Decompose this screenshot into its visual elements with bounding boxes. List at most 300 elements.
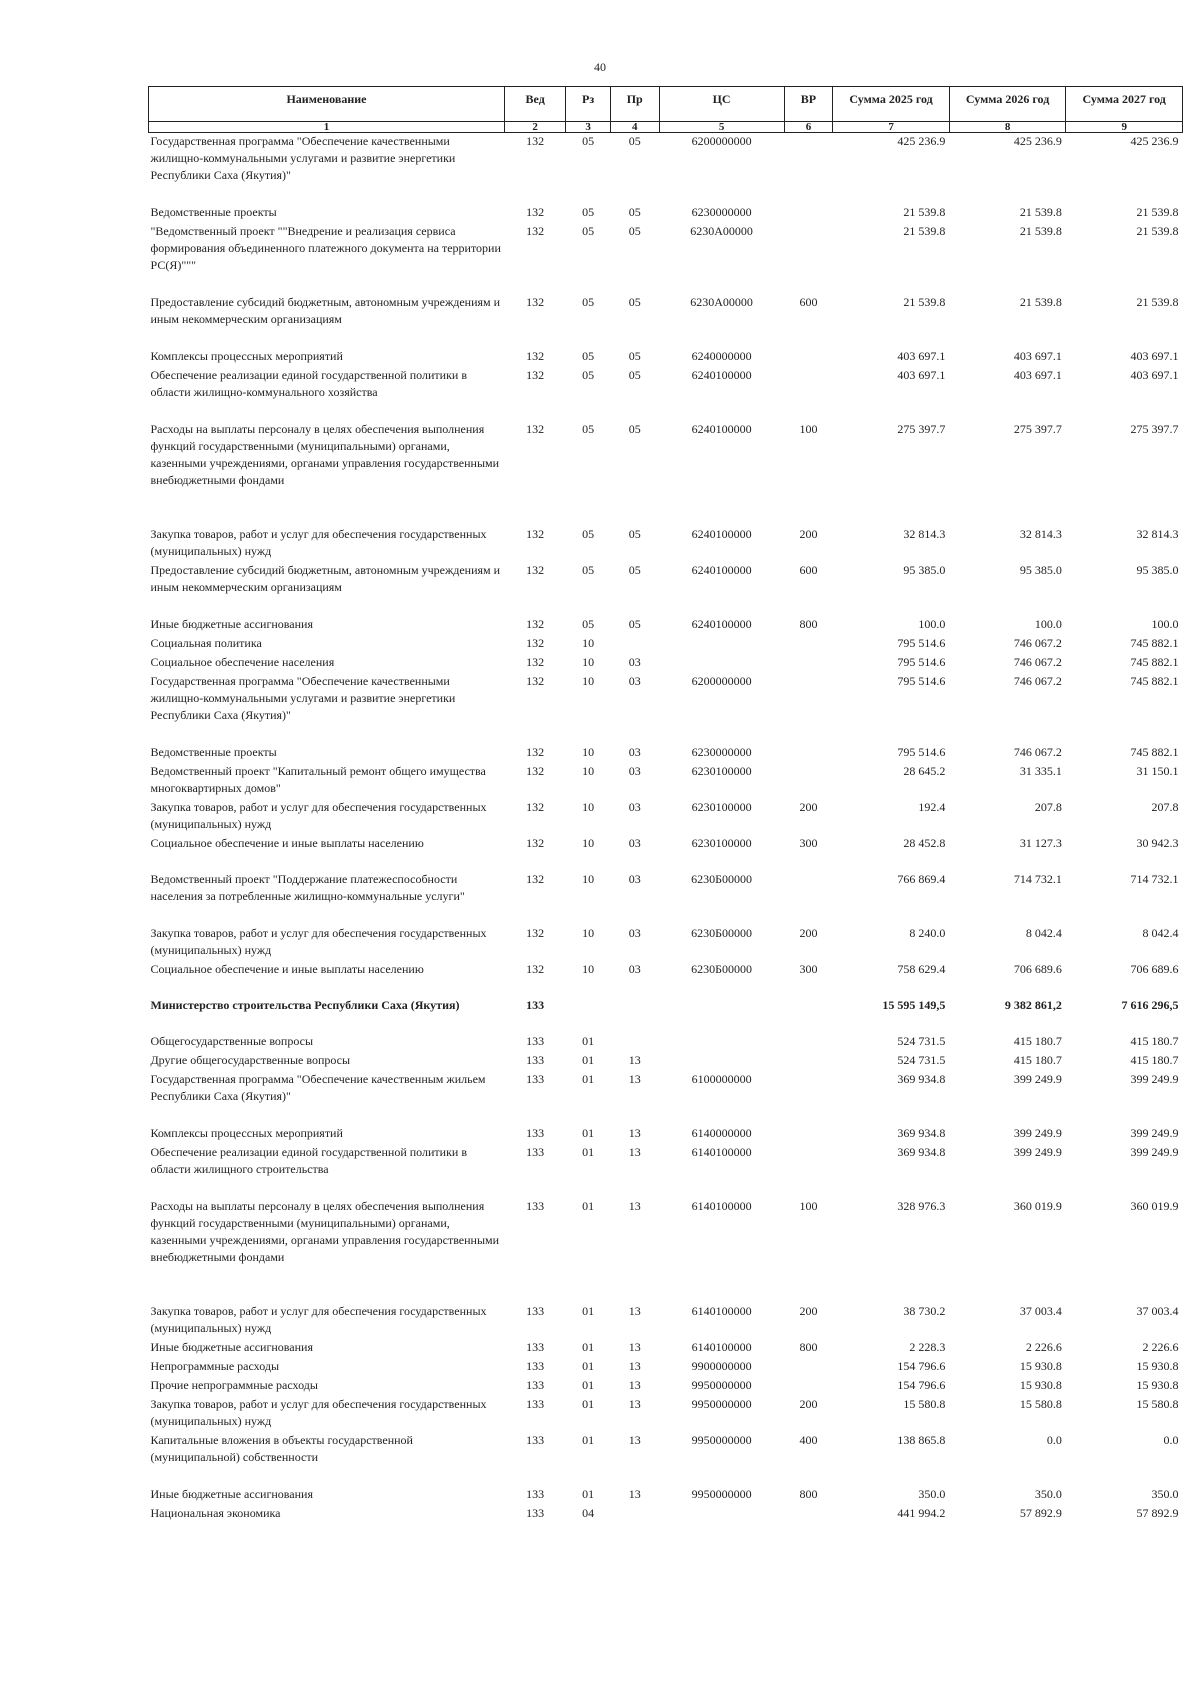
row-cs: 6100000000 [691, 1071, 752, 1086]
row-cs: 6230100000 [691, 835, 752, 850]
table-row [149, 654, 1183, 673]
row-ved: 133 [526, 1198, 545, 1213]
row-sum-2027: 15 930.8 [1136, 1377, 1179, 1392]
row-ved: 132 [526, 562, 545, 577]
row-ved: 133 [526, 1505, 545, 1520]
row-pr: 05 [628, 134, 641, 148]
row-vr [784, 654, 833, 673]
row-vr [784, 997, 833, 1033]
row-name: Закупка товаров, работ и услуг для обеспечения государственных (муниципальных) нужд [150, 925, 487, 957]
row-sum-2026: 32 814.3 [1019, 526, 1062, 541]
column-number: 6 [784, 122, 833, 133]
table-row [149, 616, 1183, 635]
row-pr [610, 635, 659, 654]
header-sum-2025: Сумма 2025 год [833, 87, 950, 122]
row-name: Расходы на выплаты персоналу в целях обеспечения выполнения функций государственными (муниципальными) органами, казенными учреждениями, органами управления государственными внебюджетными фондами [150, 421, 500, 487]
row-rz: 05 [582, 223, 595, 238]
row-sum-2027: 21 539.8 [1136, 294, 1179, 309]
row-cs: 9900000000 [691, 1358, 752, 1373]
row-rz: 10 [582, 654, 595, 669]
row-pr: 03 [628, 654, 641, 669]
row-sum-2026: 8 042.4 [1025, 925, 1062, 940]
row-cs: 9950000000 [691, 1377, 752, 1392]
row-vr: 800 [799, 1486, 818, 1501]
row-pr: 05 [628, 204, 641, 219]
row-pr: 05 [628, 367, 641, 382]
row-sum-2027: 37 003.4 [1136, 1303, 1179, 1318]
row-sum-2026: 415 180.7 [1013, 1033, 1062, 1048]
row-pr: 13 [628, 1486, 641, 1501]
row-rz: 01 [582, 1486, 595, 1501]
row-sum-2025: 100.0 [918, 616, 946, 631]
row-ved: 133 [526, 1071, 545, 1086]
table-row [149, 763, 1183, 799]
table-row [149, 367, 1183, 421]
row-cs [659, 1052, 784, 1071]
row-sum-2026: 403 697.1 [1013, 348, 1062, 363]
row-vr: 800 [799, 1339, 818, 1354]
row-cs: 9950000000 [691, 1486, 752, 1501]
row-name: Социальное обеспечение населения [150, 654, 335, 669]
row-name: "Ведомственный проект ""Внедрение и реализация сервиса формирования объединенного платежного документа на территории РС(Я)""" [150, 223, 501, 272]
row-rz: 01 [582, 1377, 595, 1392]
row-sum-2026: 746 067.2 [1013, 744, 1062, 759]
table-row [149, 1432, 1183, 1486]
row-sum-2025: 154 796.6 [897, 1377, 946, 1392]
row-sum-2026: 100.0 [1034, 616, 1062, 631]
row-sum-2027: 8 042.4 [1142, 925, 1179, 940]
row-sum-2025: 328 976.3 [897, 1198, 946, 1213]
column-number: 1 [149, 122, 505, 133]
row-rz: 10 [582, 635, 595, 650]
row-vr: 300 [799, 835, 818, 850]
row-sum-2025: 524 731.5 [897, 1052, 946, 1067]
row-vr: 200 [799, 1303, 818, 1318]
row-ved: 133 [526, 1358, 545, 1373]
row-sum-2027: 403 697.1 [1130, 348, 1179, 363]
row-sum-2026: 399 249.9 [1013, 1071, 1062, 1086]
row-pr: 13 [628, 1303, 641, 1318]
row-rz: 05 [582, 204, 595, 219]
row-ved: 132 [526, 526, 545, 541]
row-cs [659, 1505, 784, 1524]
row-sum-2027: 2 226.6 [1142, 1339, 1179, 1354]
table-row [149, 1358, 1183, 1377]
row-vr [784, 367, 833, 421]
row-pr [610, 1033, 659, 1052]
row-sum-2026: 15 930.8 [1019, 1377, 1062, 1392]
row-rz: 05 [582, 616, 595, 631]
row-sum-2027: 95 385.0 [1136, 562, 1179, 577]
row-sum-2026: 399 249.9 [1013, 1125, 1062, 1140]
table-row [149, 562, 1183, 616]
row-cs: 6240000000 [691, 348, 752, 363]
row-ved: 133 [526, 1377, 545, 1392]
row-ved: 132 [526, 204, 545, 219]
row-pr: 05 [628, 526, 641, 541]
budget-table [148, 86, 1183, 1524]
row-sum-2026: 207.8 [1034, 799, 1062, 814]
row-sum-2025: 154 796.6 [897, 1358, 946, 1373]
row-name: Ведомственный проект "Поддержание платежеспособности населения за потребленные жилищно-коммунальные услуги" [150, 871, 465, 903]
table-row [149, 1033, 1183, 1052]
row-rz: 01 [582, 1125, 595, 1140]
row-sum-2027: 21 539.8 [1136, 204, 1179, 219]
header-pr: Пр [610, 87, 659, 122]
row-sum-2025: 425 236.9 [897, 134, 946, 148]
row-sum-2027: 32 814.3 [1136, 526, 1179, 541]
row-sum-2026: 746 067.2 [1013, 673, 1062, 688]
row-pr: 05 [628, 562, 641, 577]
row-name: Общегосударственные вопросы [150, 1033, 314, 1048]
table-row [149, 421, 1183, 526]
row-cs: 6230А00000 [690, 223, 753, 238]
row-rz: 01 [582, 1052, 595, 1067]
row-name: Капитальные вложения в объекты государственной (муниципальной) собственности [150, 1432, 413, 1464]
row-sum-2025: 138 865.8 [897, 1432, 946, 1447]
row-cs: 6230Б00000 [691, 871, 753, 886]
row-pr: 05 [628, 294, 641, 309]
row-cs: 6140100000 [691, 1198, 752, 1213]
row-sum-2027: 207.8 [1151, 799, 1179, 814]
row-vr [784, 1125, 833, 1144]
row-cs: 6240100000 [691, 562, 752, 577]
row-sum-2026: 15 930.8 [1019, 1358, 1062, 1373]
header-cs: ЦС [659, 87, 784, 122]
table-body [149, 133, 1183, 1524]
row-pr: 13 [628, 1432, 641, 1447]
row-vr: 200 [799, 1396, 818, 1411]
row-ved: 133 [526, 1303, 545, 1318]
row-sum-2027: 57 892.9 [1136, 1505, 1179, 1520]
row-sum-2025: 192.4 [918, 799, 946, 814]
row-sum-2027: 399 249.9 [1130, 1125, 1179, 1140]
row-rz: 10 [582, 744, 595, 759]
row-pr: 13 [628, 1071, 641, 1086]
row-vr [784, 223, 833, 294]
row-sum-2026: 31 335.1 [1019, 763, 1062, 778]
page-number: 40 [594, 60, 606, 74]
row-ved: 133 [526, 1432, 545, 1447]
row-cs: 6230000000 [691, 204, 752, 219]
row-cs [659, 997, 784, 1033]
column-number: 5 [659, 122, 784, 133]
row-sum-2026: 425 236.9 [1013, 134, 1062, 148]
row-rz: 05 [582, 294, 595, 309]
row-cs: 6140100000 [691, 1303, 752, 1318]
row-sum-2025: 369 934.8 [897, 1071, 946, 1086]
row-sum-2027: 7 616 296,5 [1121, 997, 1179, 1012]
row-sum-2027: 745 882.1 [1130, 654, 1179, 669]
row-ved: 133 [526, 997, 545, 1012]
row-cs: 6200000000 [691, 134, 752, 148]
row-rz: 01 [582, 1144, 595, 1159]
row-name: Комплексы процессных мероприятий [150, 348, 343, 363]
row-name: Предоставление субсидий бюджетным, автономным учреждениям и иным некоммерческим организациям [150, 294, 501, 326]
row-name: Ведомственные проекты [150, 204, 277, 219]
row-cs: 9950000000 [691, 1396, 752, 1411]
row-name: Иные бюджетные ассигнования [150, 1339, 313, 1354]
row-vr: 100 [799, 1198, 818, 1213]
row-vr [784, 1358, 833, 1377]
row-cs: 6230000000 [691, 744, 752, 759]
table-row [149, 1396, 1183, 1432]
table-row [149, 223, 1183, 294]
row-ved: 133 [526, 1486, 545, 1501]
row-sum-2025: 95 385.0 [903, 562, 946, 577]
row-sum-2025: 795 514.6 [897, 635, 946, 650]
row-rz: 10 [582, 763, 595, 778]
row-sum-2026: 399 249.9 [1013, 1144, 1062, 1159]
row-sum-2027: 425 236.9 [1130, 134, 1179, 148]
row-sum-2027: 100.0 [1151, 616, 1179, 631]
row-pr: 13 [628, 1358, 641, 1373]
column-number: 7 [833, 122, 950, 133]
row-name: Ведомственные проекты [150, 744, 277, 759]
header-rz: Рз [566, 87, 610, 122]
table-row [149, 744, 1183, 763]
row-ved: 133 [526, 1144, 545, 1159]
row-pr: 13 [628, 1144, 641, 1159]
row-sum-2026: 746 067.2 [1013, 654, 1062, 669]
row-pr: 03 [628, 835, 641, 850]
row-rz: 05 [582, 134, 595, 148]
table-row [149, 1071, 1183, 1125]
row-rz: 01 [582, 1432, 595, 1447]
row-sum-2027: 415 180.7 [1130, 1052, 1179, 1067]
row-sum-2027: 360 019.9 [1130, 1198, 1179, 1213]
row-sum-2027: 745 882.1 [1130, 635, 1179, 650]
table-row [149, 1339, 1183, 1358]
row-vr [784, 1377, 833, 1396]
table-row [149, 1198, 1183, 1303]
row-pr: 05 [628, 348, 641, 363]
row-sum-2026: 350.0 [1034, 1486, 1062, 1501]
row-sum-2025: 369 934.8 [897, 1144, 946, 1159]
table-row [149, 1303, 1183, 1339]
row-ved: 132 [526, 799, 545, 814]
column-number: 9 [1066, 122, 1183, 133]
row-name: Государственная программа "Обеспечение качественными жилищно-коммунальными услугами и развитие энергетики Республики Саха (Якутия)" [150, 673, 456, 722]
row-sum-2025: 524 731.5 [897, 1033, 946, 1048]
row-name: Иные бюджетные ассигнования [150, 1486, 313, 1501]
row-sum-2025: 2 228.3 [909, 1339, 946, 1354]
row-sum-2025: 15 595 149,5 [882, 997, 946, 1012]
row-rz: 01 [582, 1071, 595, 1086]
row-rz: 05 [582, 348, 595, 363]
row-sum-2027: 745 882.1 [1130, 673, 1179, 688]
row-rz: 10 [582, 925, 595, 940]
table-header-row [149, 87, 1183, 122]
row-sum-2026: 31 127.3 [1019, 835, 1062, 850]
table-row [149, 133, 1183, 204]
row-vr [784, 1505, 833, 1524]
row-vr [784, 204, 833, 223]
row-rz: 01 [582, 1033, 595, 1048]
row-sum-2025: 21 539.8 [903, 204, 946, 219]
row-ved: 132 [526, 673, 545, 688]
row-ved: 132 [526, 925, 545, 940]
row-cs: 6240100000 [691, 526, 752, 541]
row-cs: 6230100000 [691, 799, 752, 814]
row-pr: 03 [628, 763, 641, 778]
row-rz: 01 [582, 1396, 595, 1411]
row-vr [784, 1071, 833, 1125]
row-sum-2025: 15 580.8 [903, 1396, 946, 1411]
row-vr: 200 [799, 925, 818, 940]
table-row [149, 961, 1183, 997]
header-sum-2026: Сумма 2026 год [949, 87, 1066, 122]
row-pr: 03 [628, 871, 641, 886]
row-rz: 10 [582, 835, 595, 850]
row-pr: 05 [628, 616, 641, 631]
row-rz: 01 [582, 1358, 595, 1373]
table-row [149, 1486, 1183, 1505]
row-sum-2026: 403 697.1 [1013, 367, 1062, 382]
table-row [149, 294, 1183, 348]
row-sum-2025: 38 730.2 [903, 1303, 946, 1318]
row-sum-2027: 399 249.9 [1130, 1071, 1179, 1086]
row-sum-2026: 706 689.6 [1013, 961, 1062, 976]
row-name: Закупка товаров, работ и услуг для обеспечения государственных (муниципальных) нужд [150, 799, 487, 831]
row-sum-2025: 795 514.6 [897, 673, 946, 688]
row-name: Обеспечение реализации единой государственной политики в области жилищного строительства [150, 1144, 468, 1176]
row-pr: 05 [628, 421, 641, 436]
table-row [149, 997, 1183, 1033]
row-sum-2026: 21 539.8 [1019, 294, 1062, 309]
row-sum-2027: 30 942.3 [1136, 835, 1179, 850]
column-number-row [149, 122, 1183, 133]
row-vr: 600 [799, 562, 818, 577]
row-pr: 03 [628, 925, 641, 940]
row-rz: 04 [582, 1505, 595, 1520]
table-row [149, 1377, 1183, 1396]
row-rz: 05 [582, 421, 595, 436]
row-pr: 13 [628, 1052, 641, 1067]
row-name: Социальное обеспечение и иные выплаты населению [150, 835, 424, 850]
row-cs: 6140100000 [691, 1144, 752, 1159]
row-name: Социальное обеспечение и иные выплаты населению [150, 961, 424, 976]
row-vr [784, 1144, 833, 1198]
row-sum-2025: 32 814.3 [903, 526, 946, 541]
row-ved: 132 [526, 961, 545, 976]
row-vr: 300 [799, 961, 818, 976]
row-rz: 01 [582, 1303, 595, 1318]
row-sum-2025: 403 697.1 [897, 367, 946, 382]
table-row [149, 1505, 1183, 1524]
row-cs [659, 654, 784, 673]
row-name: Обеспечение реализации единой государственной политики в области жилищно-коммунального хозяйства [150, 367, 468, 399]
row-name: Непрограммные расходы [150, 1358, 280, 1373]
row-pr [610, 1505, 659, 1524]
row-name: Иные бюджетные ассигнования [150, 616, 313, 631]
row-sum-2025: 28 645.2 [903, 763, 946, 778]
row-pr: 03 [628, 744, 641, 759]
row-ved: 132 [526, 654, 545, 669]
row-sum-2025: 369 934.8 [897, 1125, 946, 1140]
row-pr: 03 [628, 799, 641, 814]
row-cs: 6140100000 [691, 1339, 752, 1354]
row-vr: 200 [799, 799, 818, 814]
row-sum-2026: 746 067.2 [1013, 635, 1062, 650]
row-sum-2026: 21 539.8 [1019, 204, 1062, 219]
row-ved: 132 [526, 294, 545, 309]
table-row [149, 1052, 1183, 1071]
row-name: Другие общегосударственные вопросы [150, 1052, 351, 1067]
row-cs: 6240100000 [691, 367, 752, 382]
row-ved: 133 [526, 1052, 545, 1067]
row-ved: 132 [526, 871, 545, 886]
row-vr: 600 [799, 294, 818, 309]
row-ved: 132 [526, 744, 545, 759]
row-name: Закупка товаров, работ и услуг для обеспечения государственных (муниципальных) нужд [150, 526, 487, 558]
row-pr [610, 997, 659, 1033]
row-rz: 01 [582, 1339, 595, 1354]
row-name: Предоставление субсидий бюджетным, автономным учреждениям и иным некоммерческим организациям [150, 562, 501, 594]
row-ved: 132 [526, 616, 545, 631]
row-sum-2025: 8 240.0 [909, 925, 946, 940]
row-cs: 6140000000 [691, 1125, 752, 1140]
row-ved: 132 [526, 134, 545, 148]
row-name: Расходы на выплаты персоналу в целях обеспечения выполнения функций государственными (муниципальными) органами, казенными учреждениями, органами управления государственными внебюджетными фондами [150, 1198, 500, 1264]
row-sum-2027: 403 697.1 [1130, 367, 1179, 382]
row-sum-2026: 714 732.1 [1013, 871, 1062, 886]
table-row [149, 673, 1183, 744]
row-name: Комплексы процессных мероприятий [150, 1125, 343, 1140]
row-sum-2025: 403 697.1 [897, 348, 946, 363]
row-sum-2026: 21 539.8 [1019, 223, 1062, 238]
table-row [149, 1144, 1183, 1198]
row-rz: 05 [582, 562, 595, 577]
row-pr: 13 [628, 1396, 641, 1411]
table-row [149, 348, 1183, 367]
row-name: Ведомственный проект "Капитальный ремонт общего имущества многоквартирных домов" [150, 763, 486, 795]
row-rz: 10 [582, 871, 595, 886]
row-sum-2026: 57 892.9 [1019, 1505, 1062, 1520]
row-vr [784, 348, 833, 367]
row-ved: 132 [526, 635, 545, 650]
row-ved: 133 [526, 1125, 545, 1140]
header-ved: Вед [504, 87, 565, 122]
row-sum-2027: 350.0 [1151, 1486, 1179, 1501]
row-vr [784, 1033, 833, 1052]
row-name: Прочие непрограммные расходы [150, 1377, 318, 1392]
row-cs [659, 635, 784, 654]
row-sum-2026: 415 180.7 [1013, 1052, 1062, 1067]
row-ved: 132 [526, 835, 545, 850]
row-sum-2025: 21 539.8 [903, 223, 946, 238]
row-sum-2025: 350.0 [918, 1486, 946, 1501]
row-sum-2025: 795 514.6 [897, 744, 946, 759]
row-sum-2025: 758 629.4 [897, 961, 946, 976]
row-sum-2027: 706 689.6 [1130, 961, 1179, 976]
row-ved: 132 [526, 223, 545, 238]
column-number: 2 [504, 122, 565, 133]
row-cs: 6200000000 [691, 673, 752, 688]
row-sum-2027: 31 150.1 [1136, 763, 1179, 778]
table-row [149, 835, 1183, 871]
column-number: 3 [566, 122, 610, 133]
row-pr: 05 [628, 223, 641, 238]
row-sum-2026: 360 019.9 [1013, 1198, 1062, 1213]
row-ved: 132 [526, 421, 545, 436]
table-row [149, 204, 1183, 223]
row-sum-2027: 21 539.8 [1136, 223, 1179, 238]
row-ved: 132 [526, 348, 545, 363]
row-sum-2027: 15 930.8 [1136, 1358, 1179, 1373]
row-sum-2025: 21 539.8 [903, 294, 946, 309]
row-cs: 6240100000 [691, 616, 752, 631]
